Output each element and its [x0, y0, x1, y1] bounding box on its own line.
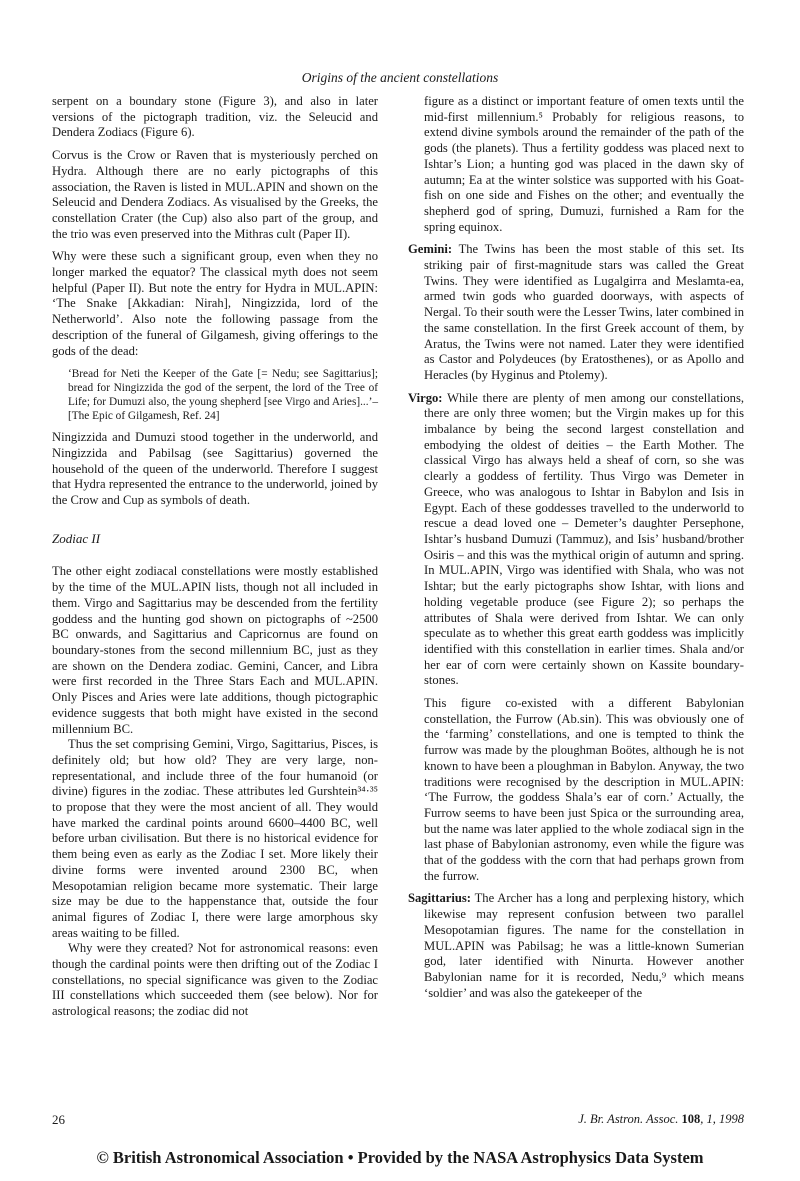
- paragraph: figure as a distinct or important feature of omen texts until the mid-first millennium.⁵ Probably for religious reasons, to extend divine symbols around the remainder of the path of the gods (the planets). Thus a fertility goddess was placed next to Ishtar’s Lion; a hunting god was placed in the dawn sky of autumn; Ea at the winter solstice was supported with his Goat-fish on one side and Fishes on the other; and eventually the shepherd god of spring, Dumuzi, furnished a Ram for the spring equinox.: [424, 94, 744, 234]
- left-column: [52, 94, 378, 1020]
- entry-sagittarius: [408, 891, 744, 1001]
- entry-term: Gemini:: [408, 242, 453, 257]
- paragraph: This figure co-existed with a different Babylonian constellation, the Furrow (Ab.sin). This was obviously one of the ‘farming’ constellations, and one is tempted to think the furrow was made by the ploughman Boötes, although he is not known to have been a ploughman in Babylon. Anyway, the two traditions were recognised by the description in MUL.APIN: ‘The Furrow, the goddess Shala’s ear of corn.’ Actually, the Furrow seems to have been just Spica or the surrounding area, but the name was later applied to the whole zodiacal sign in the last phase of Babylonian astronomy, even while the figure was that of the goddess with the corn that had perhaps grown from the furrow.: [424, 696, 744, 883]
- paragraph: Why were these such a significant group, even when they no longer marked the equator? The classical myth does not seem helpful (Paper II). But note the entry for Hydra in MUL.APIN: ‘The Snake [Akkadian: Nirah], Ningizzida, lord of the Netherworld’. Also note the following passage from the description of the funeral of Gilgamesh, giving offerings to the gods of the dead:: [52, 249, 378, 358]
- paragraph: Why were they created? Not for astronomical reasons: even though the cardinal points were then drifting out of the Zodiac I constellations, no special significance was given to the Zodiac III constellations which succeeded them (see below). Nor for astrological reasons; the zodiac did not: [52, 941, 378, 1019]
- entry-term: Virgo:: [408, 390, 443, 405]
- journal-name: J. Br. Astron. Assoc.: [578, 1112, 679, 1126]
- paragraph: The other eight zodiacal constellations were mostly established by the time of the MUL.APIN lists, though not all included in them. Virgo and Sagittarius may be descended from the fertility goddess and the hunting god shown on pictographs of ~2500 BC onwards, and Sagittarius and Capricornus are found on boundary-stones from the second millennium BC, just as they are shown on the Dendera zodiac. Gemini, Cancer, and Libra were first recorded in the Three Stars Each and MUL.APIN. Only Pisces and Aries were late additions, though pictographic evidence suggests that both might have existed in the second millennium BC.: [52, 564, 378, 736]
- block-quote: ‘Bread for Neti the Keeper of the Gate [= Nedu; see Sagittarius]; bread for Ningizzida the god of the serpent, the lord of the Tree of Life; for Dumuzi also, the young shepherd [see Virgo and Aries]...’–[The Epic of Gilgamesh, Ref. 24]: [68, 368, 378, 423]
- entry-text: The Archer has a long and perplexing history, which likewise may represent confusion between two parallel Mesopotamian figures. The name for the constellation in MUL.APIN was Pabilsag; he was a little-known Sumerian god, later identified with Ninurta. However another Babylonian name for it is recorded, Nedu,⁹ which means ‘soldier’ and was also the gatekeeper of the: [424, 891, 744, 1000]
- journal-volume: 108: [681, 1112, 701, 1126]
- journal-issue-year: , 1, 1998: [700, 1112, 744, 1126]
- page-number: 26: [52, 1112, 65, 1127]
- right-column: [408, 94, 744, 1001]
- section-heading: Zodiac II: [52, 530, 101, 546]
- paragraph: Ningizzida and Dumuzi stood together in the underworld, and Ningizzida and Pabilsag (see Sagittarius) governed the household of the queen of the underworld. Therefore I suggest that Hydra represented the entrance to the underworld, joined by the Crow and Cup as symbols of death.: [52, 430, 378, 508]
- entry-term: Sagittarius:: [408, 891, 471, 906]
- journal-citation: [578, 1112, 744, 1127]
- entry-text: While there are plenty of men among our constellations, there are only three women; but the Virgin makes up for this imbalance by being the second largest constellation and embodying the oldest of deities – the Earth Mother. The classical Virgo has always held a sheaf of corn, so she was clearly a goddess of fertility. Thus Virgo was Demeter in Greece, who was analogous to Ishtar in Babylon and Isis in Egypt. Each of these goddesses travelled to the underworld to rescue a dead loved one – Demeter’s daughter Persephone, Ishtar’s husband Dumuzi (Tammuz), and Isis’ husband/brother Osiris – and this was the mythical origin of autumn and spring. In MUL.APIN, Virgo was identified with Shala, who was not Ishtar; but the early pictographs show Ishtar, with lions and holding vegetable produce (see Figure 2); so perhaps the attributes of Shala were derived from Ishtar. We can only speculate as to whether this great earth goddess was implicitly identified with this constellation in earlier times. Shala and/or her ear of corn were certainly shown on Kassite boundary-stones.: [424, 390, 744, 688]
- entry-text: The Twins has been the most stable of this set. Its striking pair of first-magnitude stars was called the Great Twins. They were identified as Lugalgirra and Meslamta-ea, armed twin gods who guarded doorways, with aspects of Nergal. To their south were the Lesser Twins, later combined in the same constellation. In the first Greek account of them, by Aratus, the Twins were not named. Later they were identified as Castor and Polydeuces (by Eratosthenes), or as Apollo and Heracles (by Hyginus and Ptolemy).: [424, 242, 744, 382]
- paragraph: serpent on a boundary stone (Figure 3), and also in later versions of the pictograph tradition, viz. the Seleucid and Dendera Zodiacs (Figure 6).: [52, 94, 378, 140]
- copyright-notice: © British Astronomical Association • Provided by the NASA Astrophysics Data System: [96, 1148, 704, 1167]
- running-head: Origins of the ancient constellations: [301, 70, 499, 85]
- entry-virgo: [408, 391, 744, 689]
- paragraph: Corvus is the Crow or Raven that is mysteriously perched on Hydra. Although there are no early pictographs of this association, the Raven is listed in MUL.APIN and shown on the Seleucid and Dendera Zodiacs. As visualised by the Greeks, the constellation Crater (the Cup) also also part of the group, and the trio was even preserved into the Mithras cult (Paper II).: [52, 148, 378, 241]
- paragraph: Thus the set comprising Gemini, Virgo, Sagittarius, Pisces, is definitely old; but how old? They are very large, non-representational, and include three of the four humanoid (or divine) figures in the zodiac. These attributes led Gurshtein³⁴·³⁵ to propose that they were the most ancient of all. They would have marked the cardinal points around 6600–4400 BC, well before urban civilisation. But there is no historical evidence for them being even as early as the Zodiac I set. More likely their divine forms were invented around 2300 BC, when Mesopotamian religion became more systematic. Their large size may be due to the happenstance that, outside the four animal figures of Zodiac I, there were large amorphous sky areas waiting to be filled.: [52, 737, 378, 940]
- entry-gemini: [408, 242, 744, 383]
